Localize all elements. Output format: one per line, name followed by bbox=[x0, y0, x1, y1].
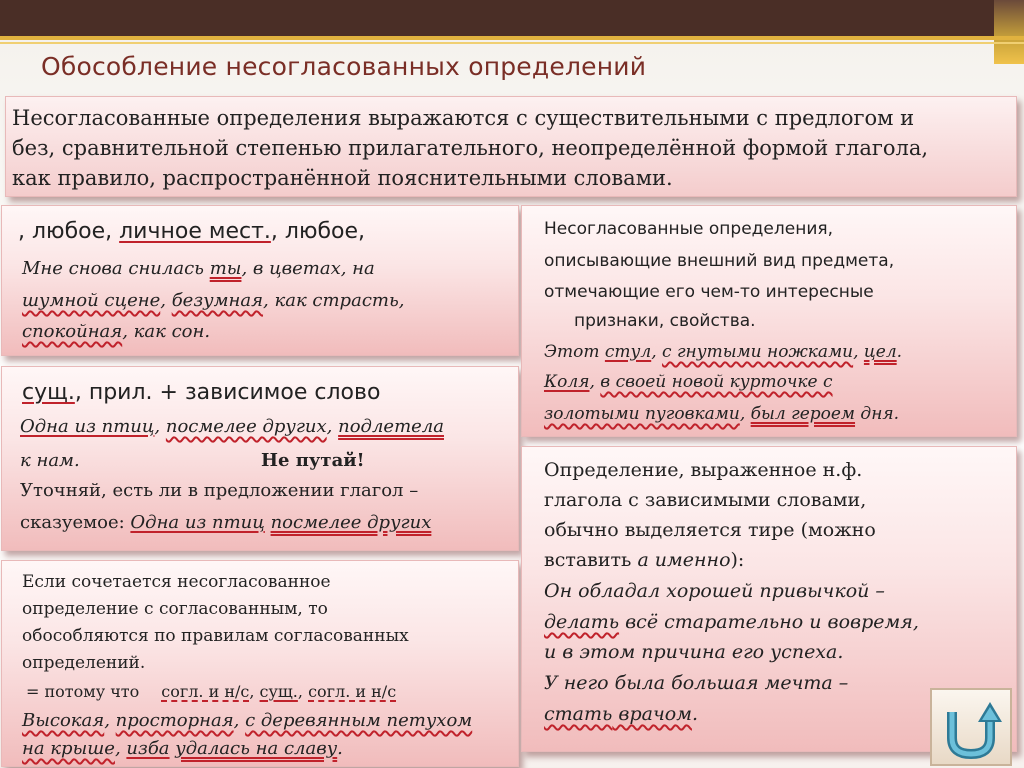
definition-word: стать bbox=[544, 703, 613, 725]
example-text: дня. bbox=[855, 404, 900, 424]
corner-ornament bbox=[994, 0, 1024, 64]
example-text: , bbox=[233, 710, 246, 731]
definition-word: Высокая bbox=[22, 710, 105, 731]
rule-line-3: обычно выделяется тире (можно bbox=[544, 519, 876, 541]
definition-words: с деревянным петухом bbox=[245, 710, 473, 731]
example-text: , bbox=[154, 416, 166, 437]
scheme-line bbox=[26, 679, 396, 705]
intro-line-2: без, сравнительной степенью прилагательного, неопределённой формой глагола, bbox=[12, 136, 929, 160]
example-text: , как страсть, bbox=[263, 290, 405, 311]
example-text: , bbox=[651, 342, 663, 362]
gold-line bbox=[0, 36, 1024, 40]
u-turn-arrow-icon bbox=[932, 690, 1010, 764]
rule-line-2: определение с согласованным, то bbox=[22, 599, 328, 619]
adverbial-words: шумной сцене bbox=[22, 290, 161, 311]
example-text: , bbox=[326, 416, 339, 437]
example-line-2 bbox=[22, 735, 343, 763]
scheme-text: , bbox=[297, 682, 303, 701]
rule-text: ): bbox=[730, 549, 745, 571]
example-line-3 bbox=[544, 399, 899, 429]
hint-line-2 bbox=[20, 509, 431, 537]
predicate-word: подлетела bbox=[338, 416, 444, 437]
rule-line-2: описывающие внешний вид предмета, bbox=[544, 251, 895, 271]
hint-line-1: Уточняй, есть ли в предложении глагол – bbox=[20, 480, 419, 501]
rule-box-2 bbox=[1, 366, 519, 551]
rule-line-4: определений. bbox=[22, 653, 146, 673]
scheme-line bbox=[22, 379, 380, 407]
rule-box-1 bbox=[1, 205, 519, 356]
example-line-3 bbox=[22, 317, 210, 347]
example-line-1 bbox=[20, 413, 444, 441]
subject-word: изба bbox=[126, 738, 170, 759]
scheme-text: , любое, bbox=[270, 219, 366, 244]
scheme-noun: сущ. bbox=[22, 380, 75, 405]
example-text: всё старательно и вовремя, bbox=[619, 611, 919, 633]
definition-words: с гнутыми ножками bbox=[662, 342, 854, 362]
scheme-noun: личное мест. bbox=[119, 219, 271, 244]
example-text: , bbox=[589, 372, 601, 392]
example-text: , в цветах bbox=[241, 258, 341, 279]
example-text: , на bbox=[340, 258, 375, 279]
example-text: Мне снова снилась bbox=[22, 258, 210, 279]
rule-line-3: отмечающие его чем-то интересные bbox=[544, 282, 874, 302]
predicate-words: посмелее других bbox=[270, 512, 432, 533]
subject-word: ты bbox=[209, 258, 242, 279]
top-bar bbox=[0, 0, 1024, 36]
intro-line-3: как правило, распространённой пояснительными словами. bbox=[12, 166, 673, 190]
example-text: Этот bbox=[544, 342, 605, 362]
rule-line-1: Определение, выраженное н.ф. bbox=[544, 459, 863, 481]
scheme-text: , любое, bbox=[18, 219, 120, 244]
definition-word: безумная bbox=[171, 290, 264, 311]
example-line-1: Он обладал хорошей привычкой – bbox=[544, 580, 885, 602]
rule-line-1: Если сочетается несогласованное bbox=[22, 572, 331, 592]
slide-title: Обособление несогласованных определений bbox=[41, 52, 647, 81]
example-line-4: У него была большая мечта – bbox=[544, 672, 849, 694]
subject-words: Одна из птиц bbox=[130, 512, 265, 533]
example-text: , как сон. bbox=[122, 321, 211, 342]
definition-word: делать bbox=[544, 611, 620, 633]
scheme-text: = потому что bbox=[26, 682, 140, 701]
return-button[interactable] bbox=[930, 688, 1012, 766]
definition-words: в своей новой курточке с bbox=[600, 372, 833, 392]
warning-label: Не путай! bbox=[261, 450, 365, 471]
definition-words: посмелее других bbox=[165, 416, 327, 437]
example-line-3: и в этом причина его успеха. bbox=[544, 641, 844, 663]
example-text: , bbox=[114, 738, 127, 759]
scheme-part: согл. и н/с bbox=[308, 682, 397, 701]
insert-words: а именно bbox=[637, 549, 731, 571]
example-text: , bbox=[739, 404, 751, 424]
predicate-word: цел bbox=[863, 342, 897, 362]
example-text: , bbox=[104, 710, 116, 731]
example-line-2: к нам. bbox=[20, 450, 80, 471]
example-line-2 bbox=[22, 286, 404, 316]
predicate-words: удалась на славу bbox=[175, 738, 338, 759]
definition-word: спокойная bbox=[22, 321, 123, 342]
example-text: . bbox=[896, 342, 903, 362]
definition-word: просторная bbox=[115, 710, 234, 731]
example-line-2 bbox=[544, 607, 919, 637]
subject-word: Коля bbox=[544, 372, 590, 392]
definition-words: золотыми пуговками bbox=[544, 404, 740, 424]
scheme-text: , прил. + зависимое слово bbox=[74, 380, 381, 405]
scheme-noun: сущ. bbox=[259, 682, 298, 701]
example-line-1 bbox=[22, 254, 375, 284]
scheme-line bbox=[18, 218, 365, 246]
example-line-2 bbox=[544, 367, 833, 397]
hint-text: сказуемое: bbox=[20, 512, 131, 533]
example-text: , bbox=[853, 342, 864, 362]
example-line-5 bbox=[544, 699, 698, 729]
scheme-text: , bbox=[249, 682, 255, 701]
example-text: . bbox=[337, 738, 343, 759]
subject-word: стул bbox=[604, 342, 652, 362]
rule-line-4 bbox=[544, 545, 744, 575]
predicate-words: был героем bbox=[750, 404, 856, 424]
example-text: . bbox=[691, 703, 699, 725]
rule-line-1: Несогласованные определения, bbox=[544, 219, 833, 239]
rule-box-3 bbox=[1, 560, 519, 767]
example-line-1 bbox=[544, 337, 902, 367]
intro-line-1: Несогласованные определения выражаются с существительными с предлогом и bbox=[12, 106, 915, 130]
example-text: , bbox=[160, 290, 172, 311]
rule-line-2: глагола с зависимыми словами, bbox=[544, 489, 867, 511]
rule-text: вставить bbox=[544, 549, 638, 571]
scheme-part: согл. и н/с bbox=[161, 682, 250, 701]
definition-words: на крыше bbox=[22, 738, 115, 759]
definition-word: врачом bbox=[612, 703, 692, 725]
example-line-1 bbox=[22, 707, 472, 735]
subject-words: Одна из птиц bbox=[20, 416, 155, 437]
gold-line-thin bbox=[0, 42, 1024, 44]
intro-box bbox=[5, 96, 1017, 197]
rule-box-4 bbox=[521, 205, 1017, 437]
rule-line-4: признаки, свойства. bbox=[574, 311, 756, 331]
rule-line-3: обособляются по правилам согласованных bbox=[22, 626, 409, 646]
